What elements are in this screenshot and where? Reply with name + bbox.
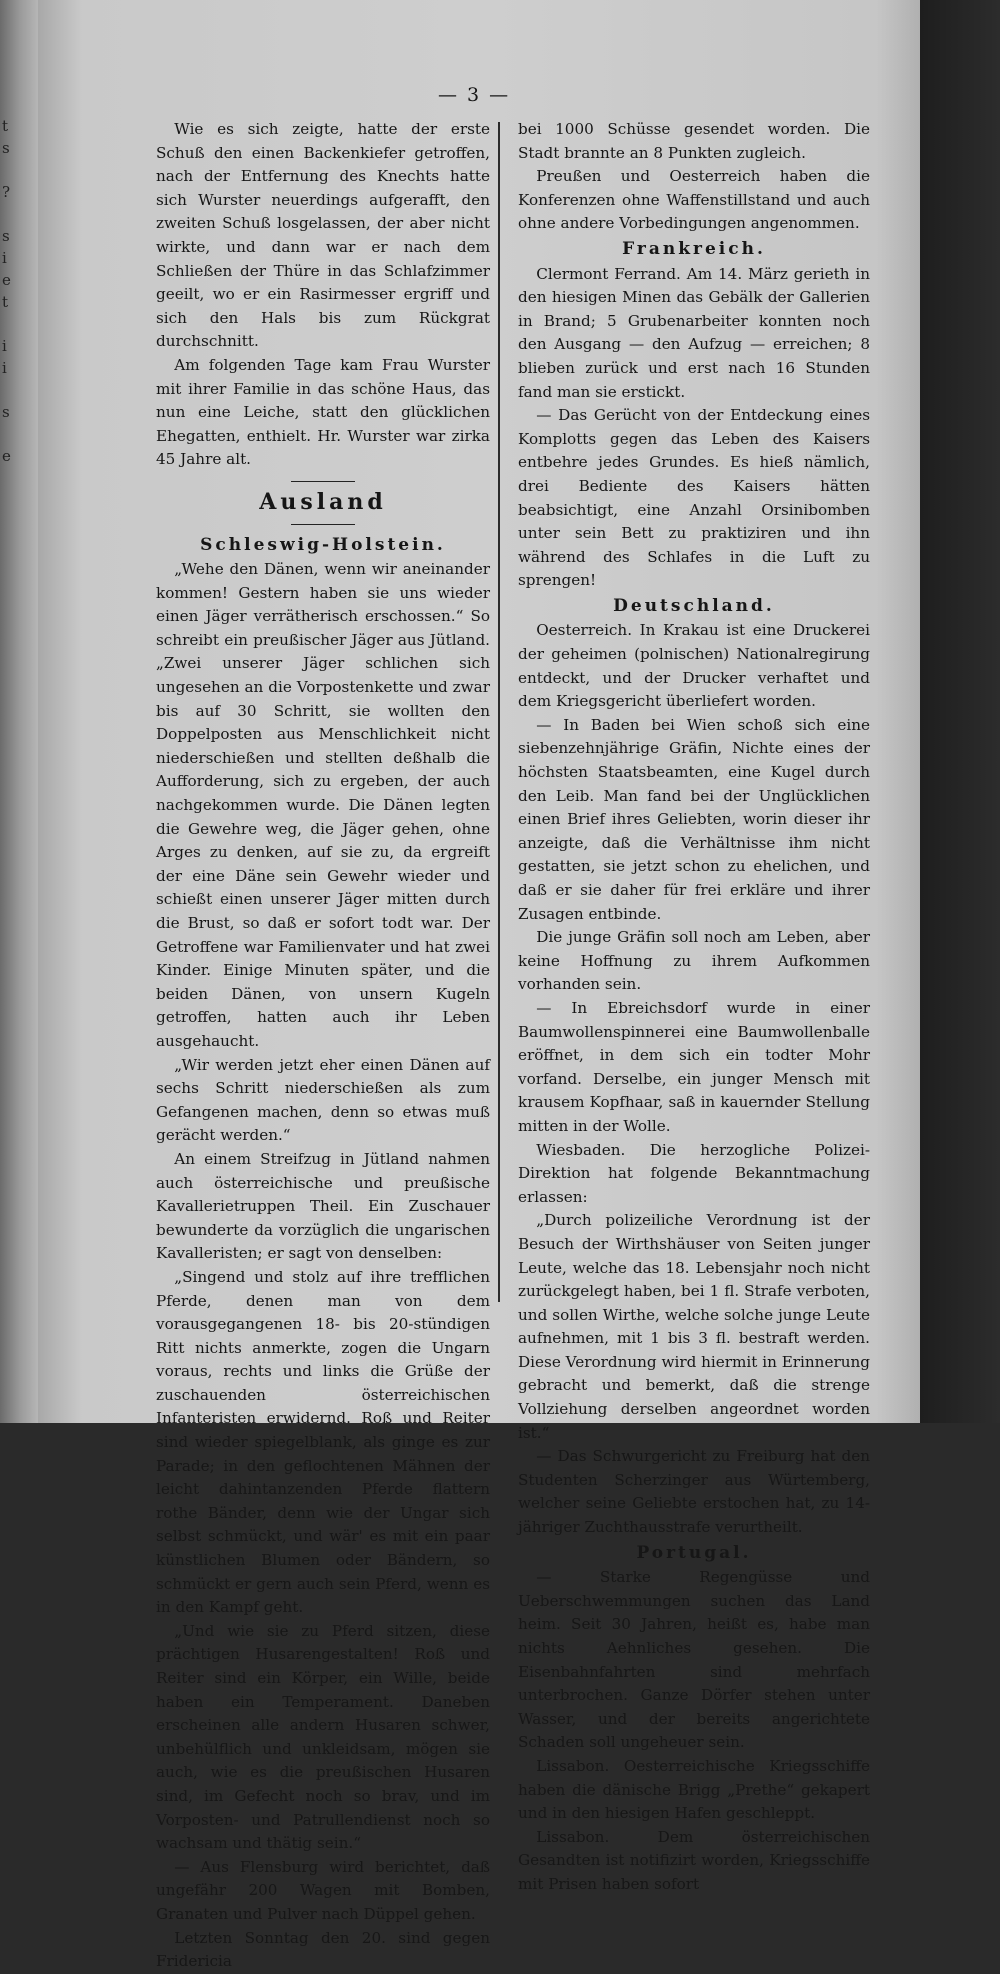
- section-heading-portugal: Portugal.: [636, 1542, 752, 1563]
- paragraph: Die junge Gräfin soll noch am Leben, aber keine Hoffnung zu ihrem Aufkommen vorhanden sein.: [518, 928, 870, 994]
- paragraph: — In Ebreichsdorf wurde in einer Baumwollenspinnerei eine Baumwollenballe eröffnet, in dem sich ein todter Mohr vorfand. Derselbe, ein junger Mensch mit krausem Kopfhaar, saß in kauernder Stellung mitten in der Wolle.: [518, 998, 870, 1135]
- newspaper-page: [38, 0, 920, 1971]
- paragraph: „Singend und stolz auf ihre trefflichen Pferde, denen man von dem vorausgegangenen 18- bis 20-stündigen Ritt nichts anmerkte, zogen die Ungarn voraus, rechts und links die Grüße der zuschauenden österreichischen Infanteristen erwidernd. Roß und Reiter sind wieder spiegelblank, als ginge es zur Parade; in den geflochtenen Mähnen der leicht dahintanzenden Pferde flattern rothe Bänder, denn wie der Ungar sich selbst schmückt, und wär' es mit ein paar künstlichen Blumen oder Bändern, so schmückt er gern auch sein Pferd, wenn es in den Kampf geht.: [156, 1267, 490, 1617]
- paragraph: „Durch polizeiliche Verordnung ist der Besuch der Wirthshäuser von Seiten junger Leute, welche das 18. Lebensjahr noch nicht zurückgelegt haben, bei 1 fl. Strafe verboten, und sollen Wirthe, welche solche junge Leute aufnehmen, mit 1 bis 3 fl. bestraft werden. Diese Verordnung wird hiermit in Erinnerung gebracht und bemerkt, daß die strenge Vollziehung derselben angeordnet worden ist.“: [518, 1211, 870, 1442]
- background-shadow: [920, 0, 1000, 1423]
- section-rule: [291, 524, 355, 525]
- paragraph: „Wehe den Dänen, wenn wir aneinander kommen! Gestern haben sie uns wieder einen Jäger verrätherisch erschossen.“ So schreibt ein preußischer Jäger aus Jütland. „Zwei unserer Jäger schlichen sich ungesehen an die Vorpostenkette und zwar bis auf 30 Schritt, sie wollten den Doppelposten aus Menschlichkeit nicht niederschießen und stellten deßhalb die Aufforderung, sich zu ergeben, der auch nachgekommen wurde. Die Dänen legten die Gewehre weg, die Jäger gehen, ohne Arges zu denken, auf sie zu, da ergreift der eine Däne sein Gewehr wieder und schießt einen unserer Jäger mitten durch die Brust, so daß er sofort todt war. Der Getroffene war Familienvater und hat zwei Kinder. Einige Minuten später, und die beiden Dänen, von unsern Kugeln getroffen, hatten auch ihr Leben ausgehaucht.: [156, 560, 490, 1050]
- paragraph: Clermont Ferrand. Am 14. März gerieth in den hiesigen Minen das Gebälk der Gallerien in Brand; 5 Grubenarbeiter konnten noch den Ausgang — den Aufzug — erreichen; 8 blieben zurück und erst nach 16 Stunden fand man sie erstickt.: [518, 264, 870, 401]
- paragraph: An einem Streifzug in Jütland nahmen auch österreichische und preußische Kavallerietruppen Theil. Ein Zuschauer bewunderte da vorzüglich die ungarischen Kavalleristen; er sagt von denselben:: [156, 1149, 490, 1263]
- paragraph: bei 1000 Schüsse gesendet worden. Die Stadt brannte an 8 Punkten zugleich.: [518, 120, 870, 162]
- paragraph: — In Baden bei Wien schoß sich eine siebenzehnjährige Gräfin, Nichte eines der höchsten Staatsbeamten, eine Kugel durch den Leib. Man fand bei der Unglücklichen einen Brief ihres Geliebten, worin dieser ihr anzeigte, daß die Verhältnisse ihm nicht gestatten, sie jetzt schon zu ehelichen, und daß er sie daher für frei erkläre und ihrer Zusagen entbinde.: [518, 715, 870, 923]
- edge-letter: s: [2, 139, 10, 157]
- section-heading-deutschland: Deutschland.: [613, 595, 775, 616]
- section-heading-ausland: Ausland: [259, 488, 387, 515]
- section-heading-frankreich: Frankreich.: [622, 238, 766, 259]
- edge-letter: [2, 159, 16, 181]
- edge-letter: ?: [2, 183, 11, 201]
- paragraph: Lissabon. Dem österreichischen Gesandten ist notifizirt worden, Kriegsschiffe mit Prisen haben sofort: [518, 1827, 870, 1893]
- page-number: — 3 —: [438, 84, 511, 106]
- edge-letter: [2, 203, 16, 225]
- paragraph: „Wir werden jetzt eher einen Dänen auf sechs Schritt niederschießen als zum Gefangenen machen, denn so etwas muß gerächt werden.“: [156, 1055, 490, 1145]
- paragraph: — Das Gerücht von der Entdeckung eines Komplotts gegen das Leben des Kaisers entbehre jedes Grundes. Es hieß nämlich, drei Bediente des Kaisers hätten beabsichtigt, eine Anzahl Orsinibomben unter sein Bett zu praktiziren und ihn während des Schlafes in die Luft zu sprengen!: [518, 406, 870, 590]
- paragraph: Lissabon. Oesterreichische Kriegsschiffe haben die dänische Brigg „Prethe“ gekapert und in den hiesigen Hafen geschleppt.: [518, 1756, 870, 1823]
- adjacent-page-edge: [0, 0, 40, 1423]
- paragraph: Am folgenden Tage kam Frau Wurster mit ihrer Familie in das schöne Haus, das nun eine Leiche, statt den glücklichen Ehegatten, enthielt. Hr. Wurster war zirka 45 Jahre alt.: [156, 355, 490, 469]
- edge-letter: t: [2, 117, 9, 135]
- edge-letter: i: [2, 249, 7, 267]
- left-column: [156, 118, 490, 1974]
- right-column: [518, 118, 870, 1897]
- edge-letter: [2, 379, 16, 401]
- edge-letter: [2, 423, 16, 445]
- edge-letters: [2, 115, 16, 467]
- edge-letter: s: [2, 227, 10, 245]
- paragraph: — Aus Flensburg wird berichtet, daß ungefähr 200 Wagen mit Bomben, Granaten und Pulver nach Düppel gehen.: [156, 1857, 490, 1923]
- edge-letter: s: [2, 403, 10, 421]
- edge-letter: t: [2, 293, 9, 311]
- edge-letter: i: [2, 337, 7, 355]
- edge-letter: e: [2, 271, 11, 289]
- paragraph: — Das Schwurgericht zu Freiburg hat den Studenten Scherzinger aus Würtemberg, welcher seine Geliebte erstochen hat, zu 14-jähriger Zuchthausstrafe verurtheilt.: [518, 1447, 870, 1537]
- paragraph: Preußen und Oesterreich haben die Konferenzen ohne Waffenstillstand und auch ohne andere Vorbedingungen angenommen.: [518, 167, 870, 233]
- edge-letter: [2, 313, 16, 335]
- edge-letter: e: [2, 447, 11, 465]
- section-heading-schleswig: Schleswig-Holstein.: [200, 534, 446, 555]
- paragraph: — Starke Regengüsse und Ueberschwemmungen suchen das Land heim. Seit 30 Jahren, heißt es, habe man nichts Aehnliches gesehen. Die Eisenbahnfahrten sind mehrfach unterbrochen. Ganze Dörfer stehen unter Wasser, und der bereits angerichtete Schaden soll ungeheuer sein.: [518, 1568, 870, 1752]
- paragraph: „Und wie sie zu Pferd sitzen, diese prächtigen Husarengestalten! Roß und Reiter sind ein Körper, ein Wille, beide haben ein Temperament. Daneben erscheinen alle andern Husaren schwer, unbehülflich und unkleidsam, mögen sie auch, wie es die preußischen Husaren sind, im Gefecht noch so brav, und im Vorposten- und Patrullendienst noch so wachsam und thätig sein.“: [156, 1621, 490, 1853]
- section-rule: [291, 481, 355, 482]
- paragraph: Wie es sich zeigte, hatte der erste Schuß den einen Backenkiefer getroffen, nach der Entfernung des Knechts hatte sich Wurster neuerdings aufgerafft, den zweiten Schuß losgelassen, der aber nicht wirkte, und dann war er nach dem Schließen der Thüre in das Schlafzimmer geeilt, wo er ein Rasirmesser ergriff und sich den Hals bis zum Rückgrat durchschnitt.: [156, 120, 490, 351]
- edge-letter: i: [2, 359, 7, 377]
- paragraph: Letzten Sonntag den 20. sind gegen Fridericia: [156, 1928, 490, 1971]
- paragraph: Wiesbaden. Die herzogliche Polizei-Direktion hat folgende Bekanntmachung erlassen:: [518, 1140, 870, 1206]
- paragraph: Oesterreich. In Krakau ist eine Druckerei der geheimen (polnischen) Nationalregirung entdeckt, und der Drucker verhaftet und dem Kriegsgericht überliefert worden.: [518, 621, 870, 711]
- column-divider: [498, 122, 500, 1302]
